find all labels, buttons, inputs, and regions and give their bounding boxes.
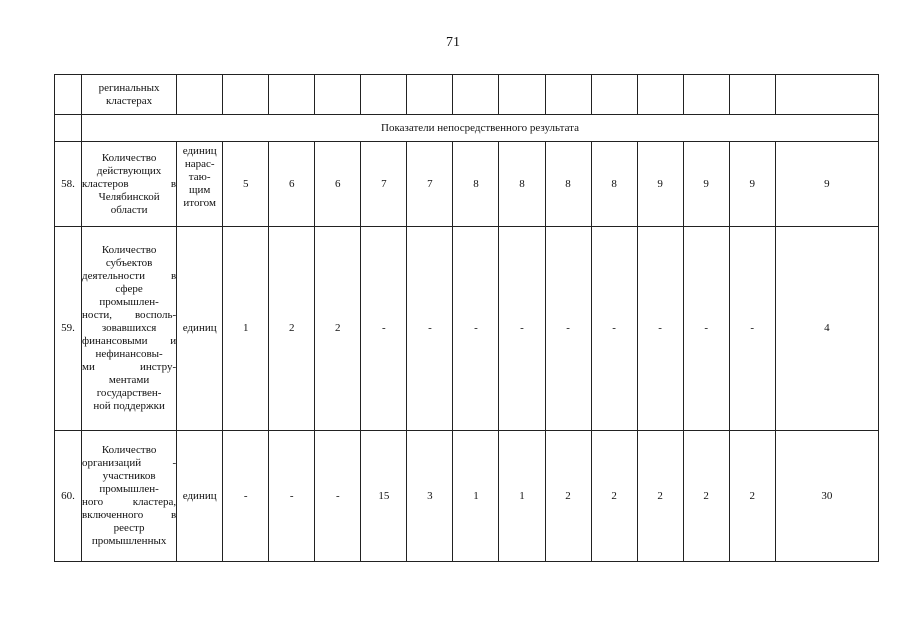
name-line: сфере [115,283,143,295]
table-row [55,431,879,562]
name-line: области [110,203,148,216]
value-cell [361,75,407,115]
name-line: включенного в [82,509,177,521]
name-line: деятельности в [82,270,177,282]
unit-cell [177,227,223,431]
value-cell: 2 [591,431,637,562]
section-spacer-cell [55,115,82,142]
row-number-cell [55,75,82,115]
value-cell: 9 [637,142,683,227]
name-line: финансовыми и [82,335,177,347]
total-cell: 9 [775,142,878,227]
value-cell: 5 [223,142,269,227]
value-cell: 2 [545,431,591,562]
table-row-continuation [55,75,879,115]
row-number: 59. [55,227,82,431]
value-cell: 8 [499,142,545,227]
value-cell: 1 [453,431,499,562]
name-line: промышлен- [99,483,159,495]
section-header-row [55,115,879,142]
value-cell: 2 [683,431,729,562]
name-line: государствен- [96,387,162,399]
unit-line: нарас- [184,158,215,170]
value-cell: 9 [729,142,775,227]
name-line: Количество [101,444,157,456]
value-cell [683,75,729,115]
indicator-name-cell [82,75,177,115]
value-cell: 3 [407,431,453,562]
unit-line: таю- [188,171,211,183]
name-line: кластерах [106,94,153,107]
value-cell [729,75,775,115]
value-cell: - [315,431,361,562]
value-cell: 15 [361,431,407,562]
value-cell: 8 [591,142,637,227]
value-cell: 9 [683,142,729,227]
name-line: ментами [108,374,150,386]
name-line: действующих [96,164,162,177]
value-cell: 2 [729,431,775,562]
value-cell: 7 [407,142,453,227]
total-cell: 4 [775,227,878,431]
total-cell [775,75,878,115]
unit-cell [177,142,223,227]
value-cell [453,75,499,115]
value-cell: - [545,227,591,431]
value-cell: 6 [315,142,361,227]
value-cell: 7 [361,142,407,227]
name-line: реестр [113,522,145,534]
unit-line: щим [189,184,211,196]
value-cell: 6 [269,142,315,227]
value-cell: 1 [223,227,269,431]
value-cell: - [683,227,729,431]
value-cell: 8 [545,142,591,227]
table-row [55,142,879,227]
page-number: 71 [446,35,460,50]
value-cell: 2 [315,227,361,431]
value-cell: - [453,227,499,431]
value-cell: - [269,431,315,562]
name-line: промышленных [91,535,167,547]
row-number: 60. [55,431,82,562]
table-row [55,227,879,431]
name-line: ной поддержки [93,400,165,412]
indicator-name-cell [82,431,177,562]
unit-cell [177,431,223,562]
value-cell: - [223,431,269,562]
name-line: кластеров в [82,177,177,190]
value-cell [545,75,591,115]
value-cell: - [499,227,545,431]
unit-line: единиц [182,322,217,334]
value-cell: - [361,227,407,431]
value-cell [499,75,545,115]
value-cell [315,75,361,115]
value-cell [637,75,683,115]
value-cell: - [407,227,453,431]
name-line: нефинансовы- [95,348,163,360]
value-cell [407,75,453,115]
name-line: зовавшихся [101,322,157,334]
name-line: организаций - [82,457,177,469]
section-header: Показатели непосредственного результата [82,115,879,142]
value-cell [269,75,315,115]
name-line: Количество [101,151,157,164]
name-line: ного кластера, [82,496,177,508]
value-cell: - [591,227,637,431]
name-line: Количество [101,244,157,256]
unit-line: единиц [182,489,217,502]
value-cell [223,75,269,115]
indicator-table [54,74,879,562]
name-line: субъектов [105,257,153,269]
value-cell: - [729,227,775,431]
row-number: 58. [55,142,82,227]
unit-cell [177,75,223,115]
value-cell: 8 [453,142,499,227]
value-cell: 2 [269,227,315,431]
name-line: Челябинской [98,190,160,203]
name-line: участников [102,470,156,482]
value-cell: - [637,227,683,431]
total-cell: 30 [775,431,878,562]
name-line: регинальных [98,81,160,94]
name-line: промышлен- [99,296,159,308]
name-line: ности, восполь- [82,309,177,321]
unit-line: итогом [183,197,216,209]
indicator-name-cell [82,227,177,431]
value-cell [591,75,637,115]
name-line: ми инстру- [82,361,177,373]
indicator-name-cell [82,142,177,227]
value-cell: 2 [637,431,683,562]
value-cell: 1 [499,431,545,562]
unit-line: единиц [182,145,217,157]
